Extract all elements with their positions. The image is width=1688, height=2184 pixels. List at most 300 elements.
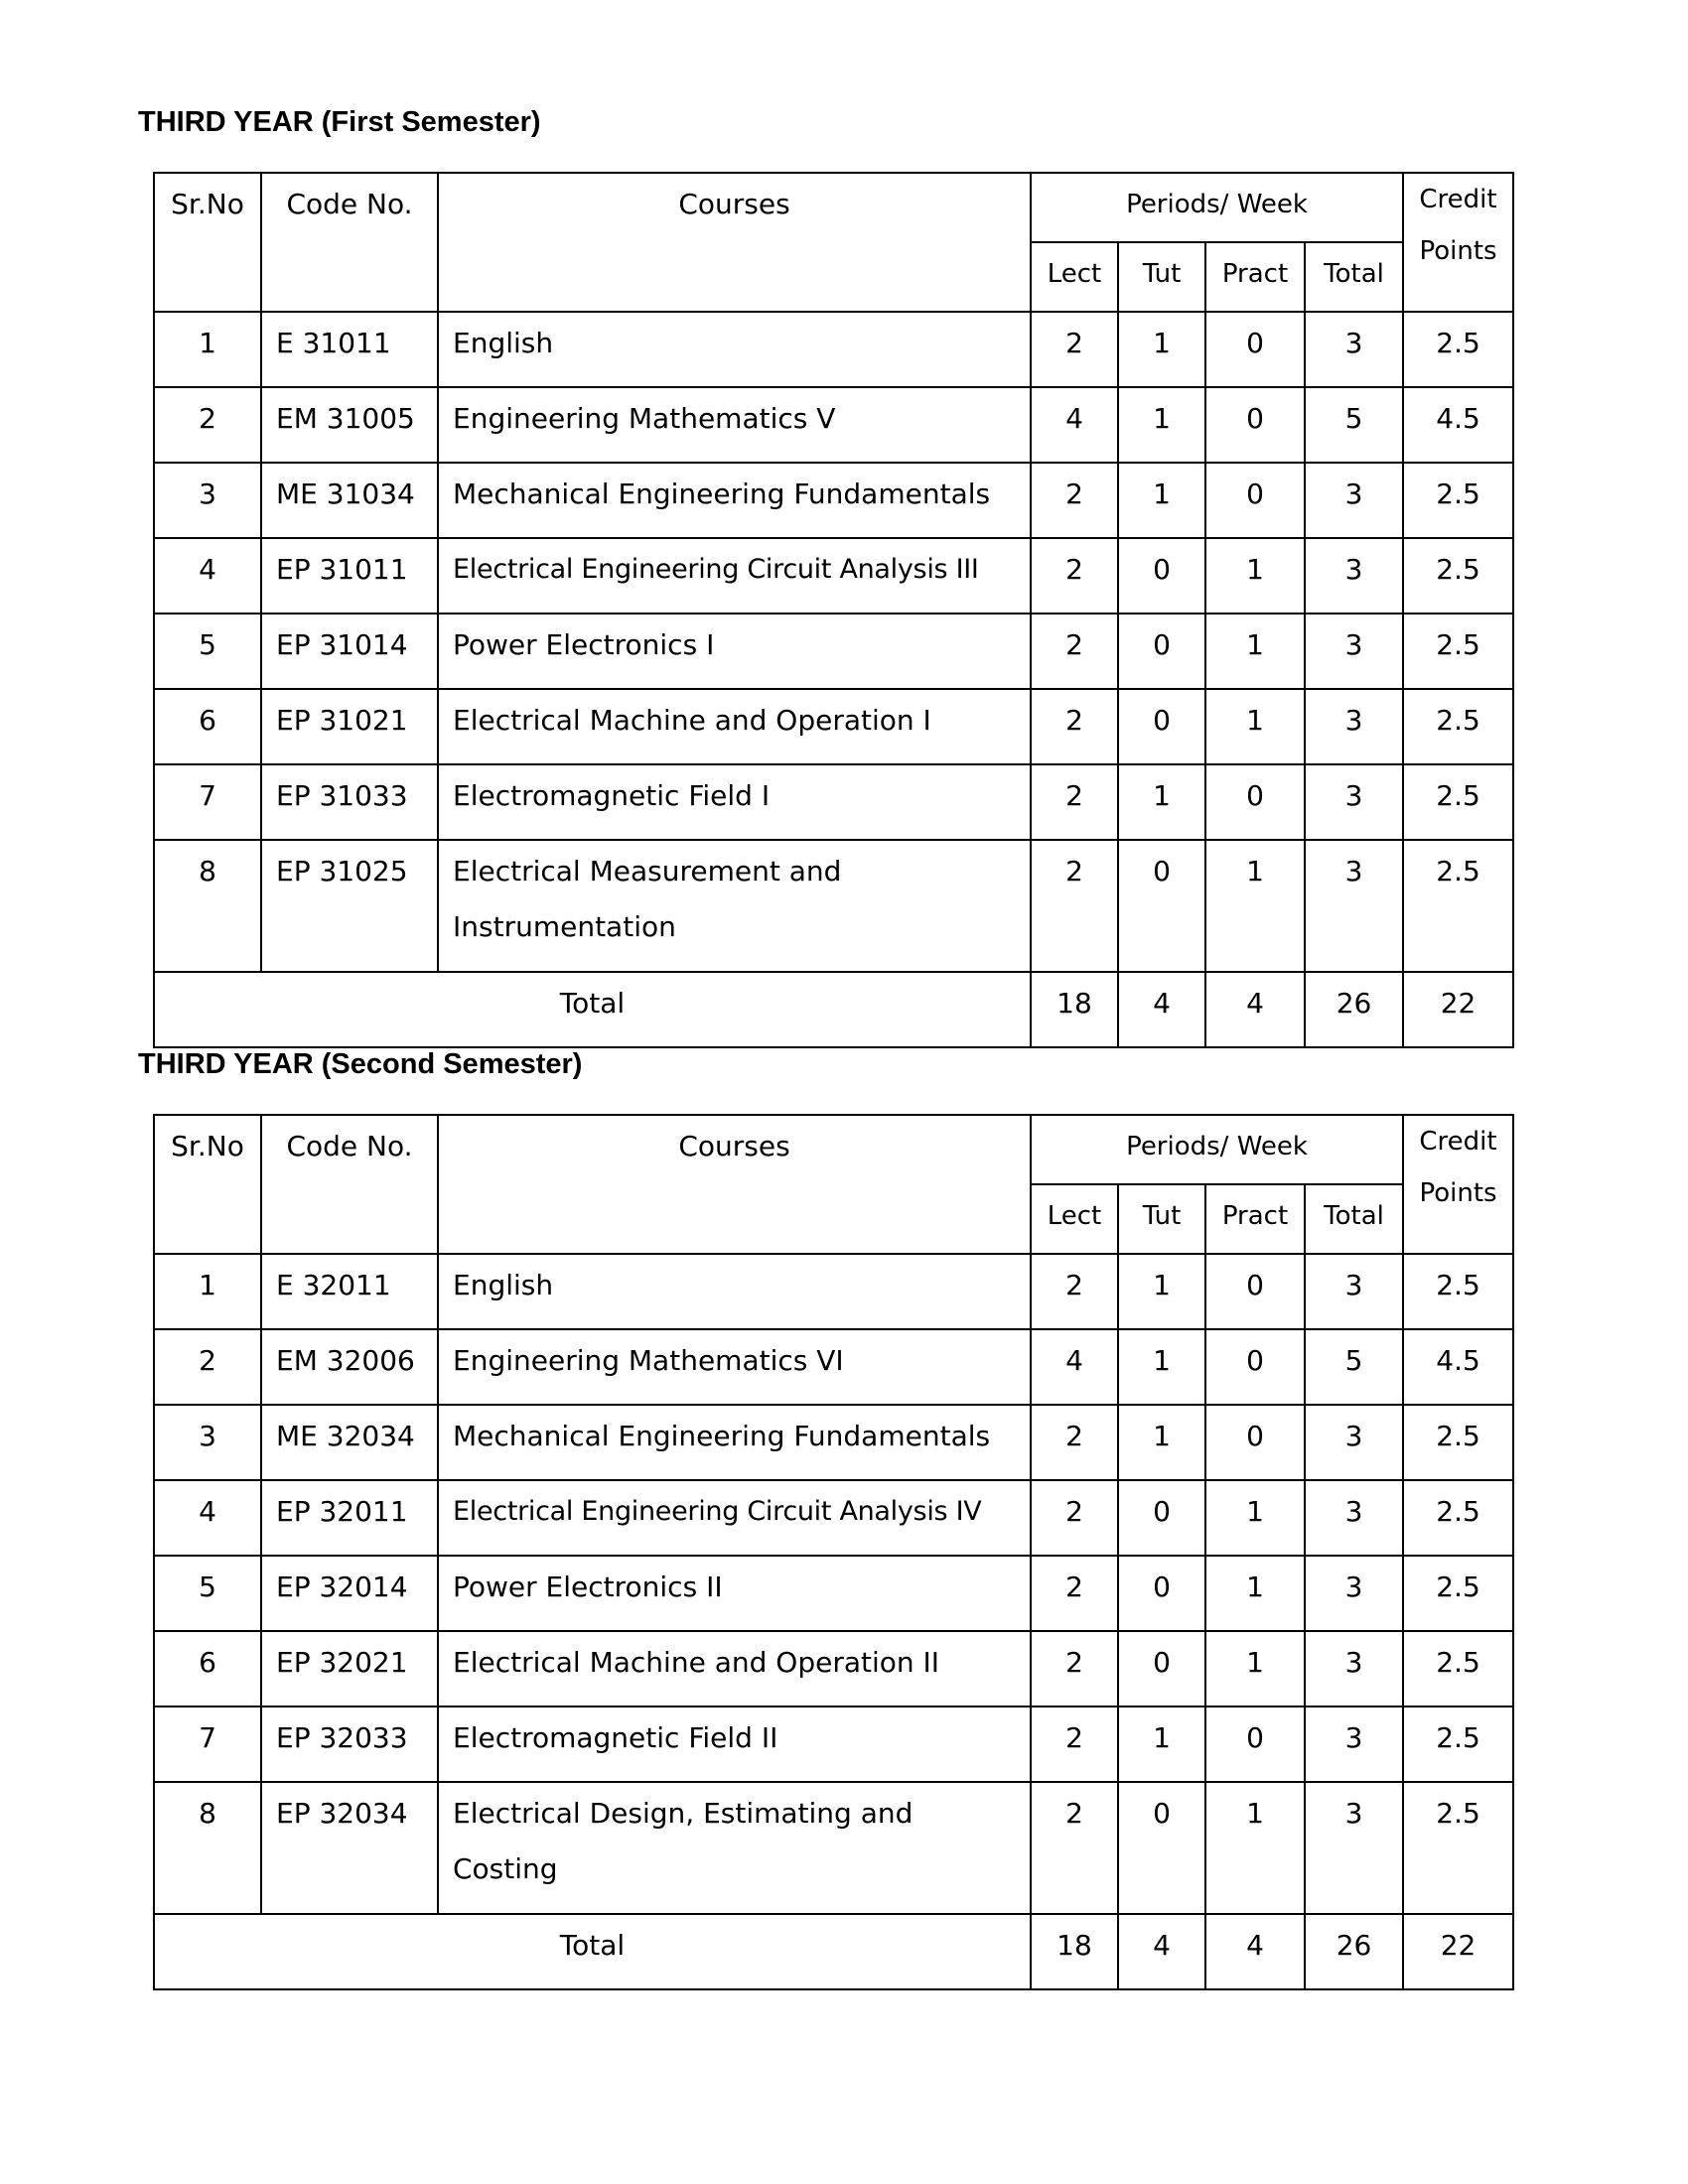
header-sr xyxy=(154,173,261,312)
cell-text: 8 xyxy=(199,1797,216,1830)
cell-text: Tut xyxy=(1142,1201,1182,1231)
table-cell xyxy=(1031,312,1118,387)
table-cell xyxy=(261,1329,438,1405)
cell-text: EP 32033 xyxy=(276,1721,408,1754)
cell-text: 2 xyxy=(1065,704,1083,737)
table-cell xyxy=(1305,689,1403,764)
cell-text: 3 xyxy=(199,478,216,510)
header-lect xyxy=(1031,242,1118,312)
cell-text: 2 xyxy=(1065,1420,1083,1452)
cell-text: 0 xyxy=(1153,704,1171,737)
table-cell xyxy=(1305,1782,1403,1914)
table-cell xyxy=(154,614,261,689)
cell-text: 2 xyxy=(199,1344,216,1377)
cell-text: 3 xyxy=(1344,779,1363,812)
cell-text: EP 32011 xyxy=(276,1495,408,1528)
table-cell xyxy=(1403,538,1513,614)
cell-text: 6 xyxy=(199,1646,216,1679)
header-sr xyxy=(154,1115,261,1254)
cell-text: Electromagnetic Field I xyxy=(453,779,771,812)
table-cell xyxy=(1118,972,1205,1047)
table-cell xyxy=(1205,387,1305,463)
cell-text: 5 xyxy=(1344,402,1363,435)
cell-text: 2 xyxy=(1065,1721,1083,1754)
cell-text: 18 xyxy=(1056,987,1092,1020)
semester-1-title: THIRD YEAR (First Semester) xyxy=(138,106,541,138)
table-cell xyxy=(1118,463,1205,538)
cell-text: Total xyxy=(559,987,626,1020)
header-tut xyxy=(1118,242,1205,312)
cell-text: 3 xyxy=(1344,1797,1363,1830)
table-cell xyxy=(438,1254,1031,1329)
table-cell xyxy=(1403,1405,1513,1480)
table-cell xyxy=(1031,972,1118,1047)
cell-text: Electrical Machine and Operation I xyxy=(453,704,931,737)
cell-text: English xyxy=(453,327,554,359)
header-lect xyxy=(1031,1184,1118,1254)
cell-text: 18 xyxy=(1056,1929,1092,1962)
table-cell xyxy=(1305,1480,1403,1556)
table-cell xyxy=(1305,538,1403,614)
total-row xyxy=(154,1914,1513,1989)
cell-text: Courses xyxy=(678,1130,790,1162)
table-cell xyxy=(1305,764,1403,840)
cell-text: 5 xyxy=(199,628,216,661)
table-cell xyxy=(438,1706,1031,1782)
table-cell xyxy=(1118,1631,1205,1706)
header-total xyxy=(1305,1184,1403,1254)
cell-text: 2.5 xyxy=(1436,1797,1480,1830)
table-cell xyxy=(1305,1914,1403,1989)
cell-text: 2.5 xyxy=(1436,1420,1480,1452)
cell-text: 1 xyxy=(1153,779,1171,812)
table-cell xyxy=(154,1329,261,1405)
cell-text: E 31011 xyxy=(276,327,391,359)
table-cell xyxy=(1205,463,1305,538)
header-credit xyxy=(1403,1115,1513,1254)
table-cell xyxy=(154,312,261,387)
table-cell xyxy=(1205,1405,1305,1480)
cell-text: 3 xyxy=(1344,1646,1363,1679)
table-cell xyxy=(1031,538,1118,614)
cell-text: Sr.No xyxy=(171,188,244,220)
table-cell xyxy=(154,1405,261,1480)
table-cell xyxy=(1205,972,1305,1047)
table-cell xyxy=(1205,1914,1305,1989)
table-cell xyxy=(1205,764,1305,840)
cell-text: 0 xyxy=(1153,628,1171,661)
table-row xyxy=(154,1631,1513,1706)
table-cell xyxy=(1031,1631,1118,1706)
table-row xyxy=(154,1480,1513,1556)
cell-text: 2 xyxy=(1065,1797,1083,1830)
header-tut xyxy=(1118,1184,1205,1254)
table-cell xyxy=(1403,972,1513,1047)
table-row xyxy=(154,614,1513,689)
table-cell xyxy=(1118,1782,1205,1914)
table-cell xyxy=(438,387,1031,463)
table-cell xyxy=(438,463,1031,538)
table-cell xyxy=(1205,1706,1305,1782)
table-cell xyxy=(1205,840,1305,972)
table-cell xyxy=(1305,840,1403,972)
cell-text: 2.5 xyxy=(1436,779,1480,812)
table-cell xyxy=(1403,1782,1513,1914)
header-courses xyxy=(438,173,1031,312)
table-cell xyxy=(1205,538,1305,614)
cell-text: Tut xyxy=(1142,259,1182,289)
cell-text: 2 xyxy=(1065,1646,1083,1679)
table-cell xyxy=(261,614,438,689)
cell-text: 2 xyxy=(1065,1269,1083,1301)
cell-text: 0 xyxy=(1246,1420,1264,1452)
cell-text: 3 xyxy=(1344,1721,1363,1754)
cell-text: 1 xyxy=(1246,704,1264,737)
table-cell xyxy=(261,312,438,387)
table-cell xyxy=(1118,1254,1205,1329)
table-row xyxy=(154,1329,1513,1405)
table-cell xyxy=(154,1556,261,1631)
cell-text: Electrical Measurement and Instrumentation xyxy=(453,855,842,943)
table-row xyxy=(154,1556,1513,1631)
table-cell xyxy=(154,1706,261,1782)
total-label xyxy=(154,972,1031,1047)
table-cell xyxy=(1118,1405,1205,1480)
cell-text: EM 31005 xyxy=(276,402,415,435)
cell-text: Power Electronics I xyxy=(453,628,715,661)
table-cell xyxy=(154,689,261,764)
table-row xyxy=(154,312,1513,387)
cell-text: 0 xyxy=(1246,327,1264,359)
table-cell xyxy=(1403,1480,1513,1556)
table-cell xyxy=(154,840,261,972)
cell-text: 5 xyxy=(1344,1344,1363,1377)
cell-text: 7 xyxy=(199,1721,216,1754)
cell-text: 1 xyxy=(1153,1344,1171,1377)
header-courses xyxy=(438,1115,1031,1254)
cell-text: 4 xyxy=(199,1495,216,1528)
cell-text: 3 xyxy=(199,1420,216,1452)
header-pract xyxy=(1205,242,1305,312)
cell-text: Electrical Machine and Operation II xyxy=(453,1646,940,1679)
table-cell xyxy=(1305,1405,1403,1480)
cell-text: 2.5 xyxy=(1436,478,1480,510)
table-row xyxy=(154,1782,1513,1914)
cell-text: EP 32034 xyxy=(276,1797,408,1830)
cell-text: 0 xyxy=(1153,855,1171,887)
table-cell xyxy=(1205,1556,1305,1631)
cell-text: 0 xyxy=(1153,1797,1171,1830)
table-cell xyxy=(1403,689,1513,764)
cell-text: Electrical Engineering Circuit Analysis IV xyxy=(453,1496,982,1527)
cell-text: 26 xyxy=(1336,987,1372,1020)
table-cell xyxy=(1118,1914,1205,1989)
cell-text: 4.5 xyxy=(1436,402,1480,435)
table-row xyxy=(154,689,1513,764)
cell-text: 0 xyxy=(1246,402,1264,435)
table-cell xyxy=(1205,1631,1305,1706)
table-cell xyxy=(1031,1405,1118,1480)
cell-text: 0 xyxy=(1246,779,1264,812)
cell-text: EP 31033 xyxy=(276,779,408,812)
table-cell xyxy=(438,1782,1031,1914)
cell-text: Electrical Design, Estimating and Costing xyxy=(453,1797,914,1885)
cell-text: 0 xyxy=(1153,1570,1171,1603)
cell-text: 1 xyxy=(199,327,216,359)
cell-text: 7 xyxy=(199,779,216,812)
cell-text: 2 xyxy=(199,402,216,435)
cell-text: 4 xyxy=(1153,1929,1171,1962)
cell-text: 4.5 xyxy=(1436,1344,1480,1377)
table-cell xyxy=(1031,1706,1118,1782)
cell-text: 1 xyxy=(1246,628,1264,661)
table-cell xyxy=(154,463,261,538)
table-row xyxy=(154,1405,1513,1480)
cell-text: 22 xyxy=(1440,1929,1477,1962)
cell-text: ME 31034 xyxy=(276,478,415,510)
cell-text: Code No. xyxy=(286,188,413,220)
table-cell xyxy=(1305,1631,1403,1706)
table-cell xyxy=(1403,312,1513,387)
table-cell xyxy=(438,764,1031,840)
table-header-row xyxy=(154,173,1513,242)
cell-text: Mechanical Engineering Fundamentals xyxy=(453,478,991,510)
cell-text: 1 xyxy=(1246,1570,1264,1603)
cell-text: 0 xyxy=(1153,553,1171,586)
table-cell xyxy=(1403,764,1513,840)
cell-text: 0 xyxy=(1153,1646,1171,1679)
cell-text: EP 31025 xyxy=(276,855,408,887)
cell-text: Periods/ Week xyxy=(1126,1132,1308,1161)
table-cell xyxy=(1118,764,1205,840)
cell-text: Mechanical Engineering Fundamentals xyxy=(453,1420,991,1452)
table-cell xyxy=(261,764,438,840)
table-cell xyxy=(1305,387,1403,463)
cell-text: 2 xyxy=(1065,779,1083,812)
cell-text: Total xyxy=(1324,259,1384,289)
table-cell xyxy=(1031,1480,1118,1556)
header-code xyxy=(261,1115,438,1254)
cell-text: EP 31014 xyxy=(276,628,408,661)
table-cell xyxy=(154,538,261,614)
table-row xyxy=(154,840,1513,972)
cell-text: Periods/ Week xyxy=(1126,190,1308,219)
table-cell xyxy=(1118,840,1205,972)
cell-text: 2.5 xyxy=(1436,628,1480,661)
cell-text: Total xyxy=(559,1929,626,1962)
table-cell xyxy=(1118,1706,1205,1782)
header-credit xyxy=(1403,173,1513,312)
table-cell xyxy=(1305,972,1403,1047)
cell-text: 1 xyxy=(199,1269,216,1301)
table-cell xyxy=(261,1254,438,1329)
table-cell xyxy=(1118,538,1205,614)
cell-text: 2.5 xyxy=(1436,553,1480,586)
table-cell xyxy=(1403,387,1513,463)
table-cell xyxy=(438,1556,1031,1631)
table-cell xyxy=(438,538,1031,614)
table-cell xyxy=(1031,840,1118,972)
cell-text: EM 32006 xyxy=(276,1344,415,1377)
table-cell xyxy=(438,614,1031,689)
header-code xyxy=(261,173,438,312)
table-cell xyxy=(1305,463,1403,538)
cell-text: 1 xyxy=(1246,855,1264,887)
cell-text: 2.5 xyxy=(1436,704,1480,737)
table-cell xyxy=(261,1631,438,1706)
cell-text: 3 xyxy=(1344,855,1363,887)
table-cell xyxy=(1031,1329,1118,1405)
cell-text: 2.5 xyxy=(1436,1721,1480,1754)
cell-text: 0 xyxy=(1246,1344,1264,1377)
table-cell xyxy=(1205,689,1305,764)
cell-text: Pract xyxy=(1221,1201,1289,1231)
cell-text: 4 xyxy=(199,553,216,586)
cell-text: E 32011 xyxy=(276,1269,391,1301)
table-cell xyxy=(1118,689,1205,764)
cell-text: 2.5 xyxy=(1436,1495,1480,1528)
header-total xyxy=(1305,242,1403,312)
table-cell xyxy=(1205,1329,1305,1405)
cell-text: 3 xyxy=(1344,1570,1363,1603)
cell-text: Total xyxy=(1324,1201,1384,1231)
cell-text: 0 xyxy=(1246,478,1264,510)
cell-text: 2.5 xyxy=(1436,1269,1480,1301)
table-cell xyxy=(1031,689,1118,764)
cell-text: 2.5 xyxy=(1436,1646,1480,1679)
cell-text: 3 xyxy=(1344,628,1363,661)
cell-text: 1 xyxy=(1246,1646,1264,1679)
table-cell xyxy=(1205,1480,1305,1556)
cell-text: 2 xyxy=(1065,1570,1083,1603)
cell-text: 1 xyxy=(1246,1797,1264,1830)
header-pract xyxy=(1205,1184,1305,1254)
cell-text: 3 xyxy=(1344,478,1363,510)
cell-text: EP 31011 xyxy=(276,553,408,586)
table-cell xyxy=(154,764,261,840)
cell-text: English xyxy=(453,1269,554,1301)
table-cell xyxy=(154,387,261,463)
table-cell xyxy=(1031,764,1118,840)
total-label xyxy=(154,1914,1031,1989)
table-cell xyxy=(1403,1914,1513,1989)
table-cell xyxy=(1118,312,1205,387)
cell-text: 4 xyxy=(1065,1344,1083,1377)
table-row xyxy=(154,538,1513,614)
table-cell xyxy=(261,1480,438,1556)
table-cell xyxy=(261,1782,438,1914)
cell-text: 6 xyxy=(199,704,216,737)
cell-text: Credit Points xyxy=(1419,185,1497,266)
table-cell xyxy=(154,1782,261,1914)
table-cell xyxy=(1305,1556,1403,1631)
table-cell xyxy=(1403,840,1513,972)
cell-text: 3 xyxy=(1344,704,1363,737)
cell-text: Code No. xyxy=(286,1130,413,1162)
table-cell xyxy=(1118,1329,1205,1405)
cell-text: 2 xyxy=(1065,553,1083,586)
table-cell xyxy=(1205,614,1305,689)
table-cell xyxy=(1403,1706,1513,1782)
table-cell xyxy=(1031,1914,1118,1989)
cell-text: 0 xyxy=(1246,1721,1264,1754)
table-cell xyxy=(1403,1329,1513,1405)
table-cell xyxy=(438,1405,1031,1480)
cell-text: 1 xyxy=(1246,1495,1264,1528)
cell-text: 2 xyxy=(1065,327,1083,359)
cell-text: 2 xyxy=(1065,628,1083,661)
cell-text: Sr.No xyxy=(171,1130,244,1162)
table-row xyxy=(154,1254,1513,1329)
table-cell xyxy=(1305,614,1403,689)
cell-text: 3 xyxy=(1344,1269,1363,1301)
table-cell xyxy=(1403,463,1513,538)
cell-text: Electromagnetic Field II xyxy=(453,1721,778,1754)
header-periods xyxy=(1031,1115,1403,1184)
table-cell xyxy=(438,689,1031,764)
table-row xyxy=(154,387,1513,463)
table-cell xyxy=(1031,614,1118,689)
cell-text: 3 xyxy=(1344,327,1363,359)
table-cell xyxy=(438,312,1031,387)
cell-text: 1 xyxy=(1153,1420,1171,1452)
cell-text: 4 xyxy=(1246,987,1264,1020)
cell-text: 22 xyxy=(1440,987,1477,1020)
table-cell xyxy=(1403,1556,1513,1631)
table-cell xyxy=(1205,312,1305,387)
cell-text: 1 xyxy=(1153,327,1171,359)
table-cell xyxy=(261,463,438,538)
cell-text: Engineering Mathematics V xyxy=(453,402,836,435)
table-row xyxy=(154,1706,1513,1782)
table-cell xyxy=(1403,614,1513,689)
cell-text: EP 32021 xyxy=(276,1646,408,1679)
table-cell xyxy=(154,1631,261,1706)
table-row xyxy=(154,764,1513,840)
cell-text: 1 xyxy=(1153,478,1171,510)
cell-text: Pract xyxy=(1221,259,1289,289)
cell-text: Electrical Engineering Circuit Analysis III xyxy=(453,554,979,585)
cell-text: Credit Points xyxy=(1419,1127,1497,1208)
cell-text: 2 xyxy=(1065,855,1083,887)
cell-text: 2.5 xyxy=(1436,327,1480,359)
cell-text: 2 xyxy=(1065,1495,1083,1528)
table-cell xyxy=(154,1480,261,1556)
semester-1-table xyxy=(153,172,1514,1048)
table-cell xyxy=(1305,1254,1403,1329)
cell-text: 3 xyxy=(1344,1420,1363,1452)
table-cell xyxy=(1305,312,1403,387)
table-cell xyxy=(1031,1556,1118,1631)
cell-text: 0 xyxy=(1153,1495,1171,1528)
table-cell xyxy=(261,1706,438,1782)
table-cell xyxy=(1205,1254,1305,1329)
semester-2-table xyxy=(153,1114,1514,1990)
cell-text: 8 xyxy=(199,855,216,887)
table-cell xyxy=(1031,1254,1118,1329)
table-cell xyxy=(261,1405,438,1480)
table-cell xyxy=(154,1254,261,1329)
semester-2-title: THIRD YEAR (Second Semester) xyxy=(138,1048,583,1080)
table-cell xyxy=(1031,463,1118,538)
total-row xyxy=(154,972,1513,1047)
cell-text: Power Electronics II xyxy=(453,1570,723,1603)
cell-text: 4 xyxy=(1065,402,1083,435)
cell-text: 2.5 xyxy=(1436,1570,1480,1603)
cell-text: 1 xyxy=(1246,553,1264,586)
cell-text: 26 xyxy=(1336,1929,1372,1962)
table-cell xyxy=(1205,1782,1305,1914)
